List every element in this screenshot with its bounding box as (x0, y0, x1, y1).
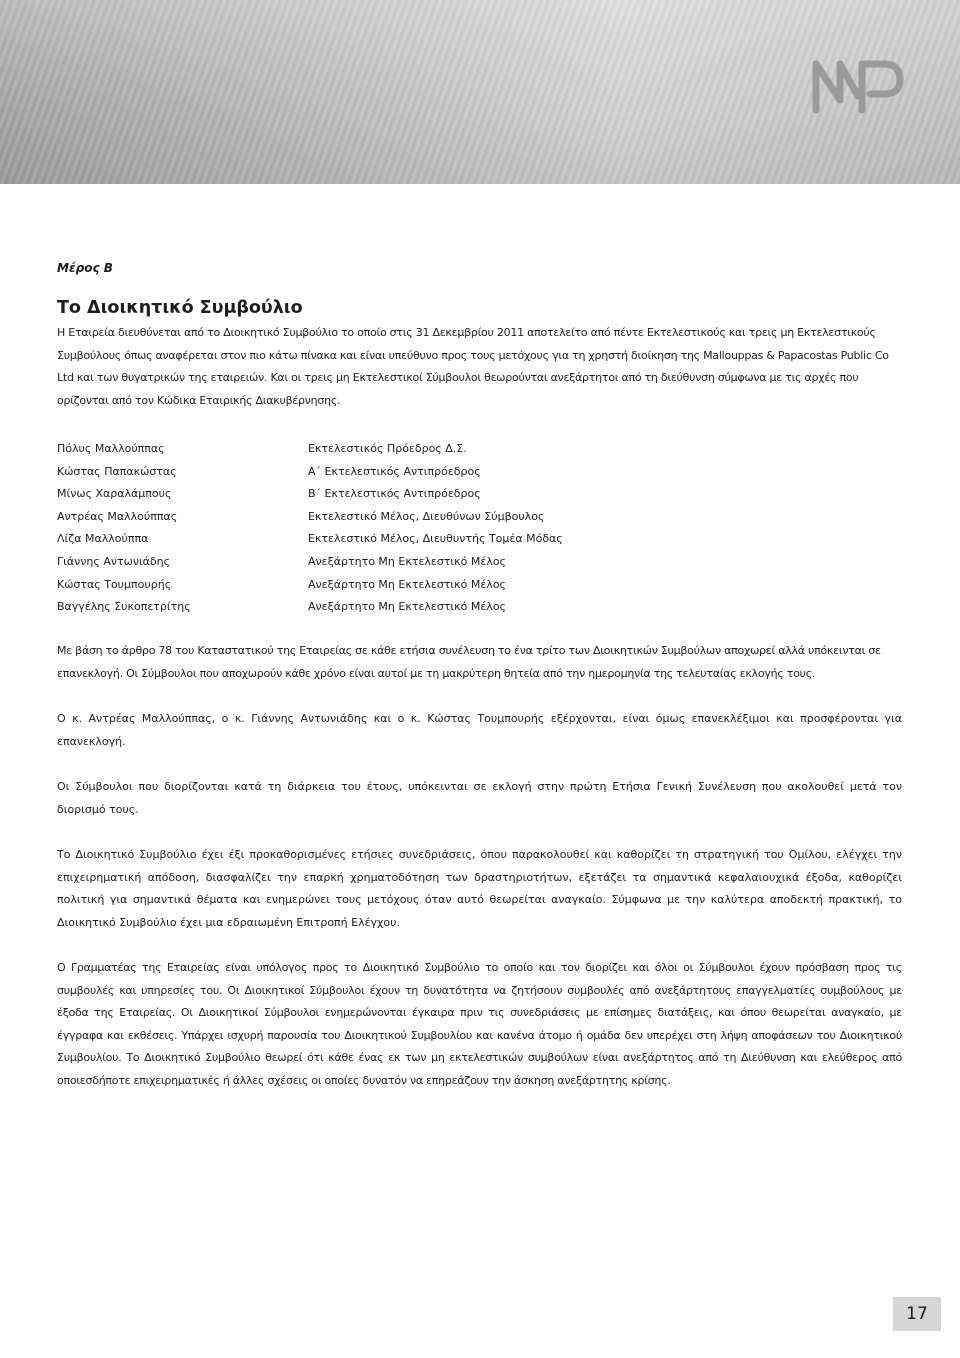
director-role: Εκτελεστικό Μέλος, Διευθυντής Τομέα Μόδας (308, 532, 563, 546)
director-role: Α΄ Εκτελεστικός Αντιπρόεδρος (308, 464, 481, 478)
director-name: Γιάννης Αντωνιάδης (57, 554, 171, 568)
director-row (57, 574, 657, 597)
page-title: Το Διοικητικό Συμβούλιο (57, 298, 303, 318)
director-row (57, 528, 657, 551)
director-name: Αντρέας Μαλλούππας (57, 509, 178, 523)
director-row (57, 596, 657, 619)
director-name: Μίνως Χαραλάμπους (57, 487, 172, 501)
director-name: Λίζα Μαλλούππα (57, 532, 149, 546)
director-name: Κώστας Τουμπουρής (57, 577, 172, 591)
director-name: Βαγγέλης Συκοπετρίτης (57, 600, 191, 614)
director-row (57, 506, 657, 529)
page-number: 17 (893, 1297, 941, 1331)
article78-paragraph: Με βάση το άρθρο 78 του Καταστατικού της Εταιρείας σε κάθε ετήσια συνέλευση το ένα τρίτο των Διοικητικών Συμβούλων αποχωρεί αλλά υπόκεινται σε επανεκλογή. Οι Σύμβουλοι που αποχωρούν κάθε χρόνο είναι αυτοί με τη μακρύτερη θητεία από την ημερομηνία της τελευταίας εκλογής τους. (57, 644, 881, 680)
director-role: Ανεξάρτητο Μη Εκτελεστικό Μέλος (308, 600, 506, 614)
director-row (57, 551, 657, 574)
director-row (57, 461, 657, 484)
director-role: Ανεξάρτητο Μη Εκτελεστικό Μέλος (308, 554, 506, 568)
director-name: Κώστας Παπακώστας (57, 464, 177, 478)
appointed-directors-paragraph: Οι Σύμβουλοι που διορίζονται κατά τη διάρκεια του έτους, υπόκεινται σε εκλογή στην πρώτη Ετήσια Γενική Συνέλευση που ακολουθεί μετά τον διορισμό τους. (57, 780, 902, 816)
intro-paragraph: Η Εταιρεία διευθύνεται από το Διοικητικό Συμβούλιο το οποίο στις 31 Δεκεμβρίου 2011 αποτελείτο από πέντε Εκτελεστικούς και τρεις μη Εκτελεστικούς Συμβούλους όπως αναφέρεται στον πιο κάτω πίνακα και είναι υπεύθυνο προς τους μετόχους για τη χρηστή διοίκηση της Mallouppas & Papacostas Public Co Ltd και των θυγατρικών της εταιρειών. Και οι τρεις μη Εκτελεστικοί Σύμβουλοι θεωρούνται ανεξάρτητοι από τη διεύθυνση σύμφωνα με τις αρχές που ορίζονται από τον Κώδικα Εταιρικής Διακυβέρνησης. (57, 326, 889, 407)
header-banner (0, 0, 960, 184)
director-role: Β΄ Εκτελεστικός Αντιπρόεδρος (308, 487, 481, 501)
director-row (57, 483, 657, 506)
mp-logo-icon (810, 52, 906, 116)
board-meetings-paragraph: Το Διοικητικό Συμβούλιο έχει έξι προκαθορισμένες ετήσιες συνεδριάσεις, όπου παρακολουθεί και καθορίζει τη στρατηγική του Ομίλου, ελέγχει την επιχειρηματική απόδοση, διασφαλίζει την επαρκή χρηματοδότηση των δραστηριοτήτων, εξετάζει τα σημαντικά κεφαλαιουχικά έξοδα, καθορίζει πολιτική για σημαντικά θέματα και ενημερώνει τους μετόχους όταν αυτό θεωρείται αναγκαίο. Σύμφωνα με την καλύτερα αποδεκτή πρακτική, το Διοικητικό Συμβούλιο έχει μια εδραιωμένη Επιτροπή Ελέγχου. (57, 848, 902, 929)
section-label: Μέρος Β (57, 261, 113, 275)
director-role: Εκτελεστικό Μέλος, Διευθύνων Σύμβουλος (308, 509, 545, 523)
company-secretary-paragraph: Ο Γραμματέας της Εταιρείας είναι υπόλογος προς το Διοικητικό Συμβούλιο το οποίο και τον διορίζει και όλοι οι Σύμβουλοι έχουν πρόσβαση προς τις συμβουλές και υπηρεσίες του. Οι Διοικητικοί Σύμβουλοι έχουν τη δυνατότητα να ζητήσουν συμβουλές από ανεξάρτητους επαγγελματίες συμβούλους με έξοδα της Εταιρείας. Οι Διοικητικοί Σύμβουλοι ενημερώνονται έγκαιρα πριν τις συνεδριάσεις με επίσημες διατάξεις, και όπου θεωρείται αναγκαίο, με έγγραφα και εκθέσεις. Υπάρχει ισχυρή παρουσία του Διοικητικού Συμβουλίου και κανένα άτομο ή ομάδα δεν υπερέχει στη λήψη αποφάσεων του Διοικητικού Συμβουλίου. Το Διοικητικό Συμβούλιο θεωρεί ότι κάθε ένας εκ των μη εκτελεστικών συμβούλων είναι ανεξάρτητος από τη Διεύθυνση και ελεύθερος από οποιεσδήποτε επιχειρηματικές ή άλλες σχέσεις οι οποίες δυνατόν να επηρεάζουν την άσκηση ανεξάρτητης κρίσης. (57, 961, 902, 1087)
director-role: Εκτελεστικός Πρόεδρος Δ.Σ. (308, 442, 467, 455)
retiring-directors-paragraph: Ο κ. Αντρέας Μαλλούππας, ο κ. Γιάννης Αντωνιάδης και ο κ. Κώστας Τουμπουρής εξέρχονται, είναι όμως επανεκλέξιμοι και προσφέρονται για επανεκλογή. (57, 712, 902, 748)
director-name: Πόλυς Μαλλούππας (57, 442, 165, 455)
director-row (57, 438, 657, 461)
director-role: Ανεξάρτητο Μη Εκτελεστικό Μέλος (308, 577, 506, 591)
directors-table (57, 438, 657, 619)
